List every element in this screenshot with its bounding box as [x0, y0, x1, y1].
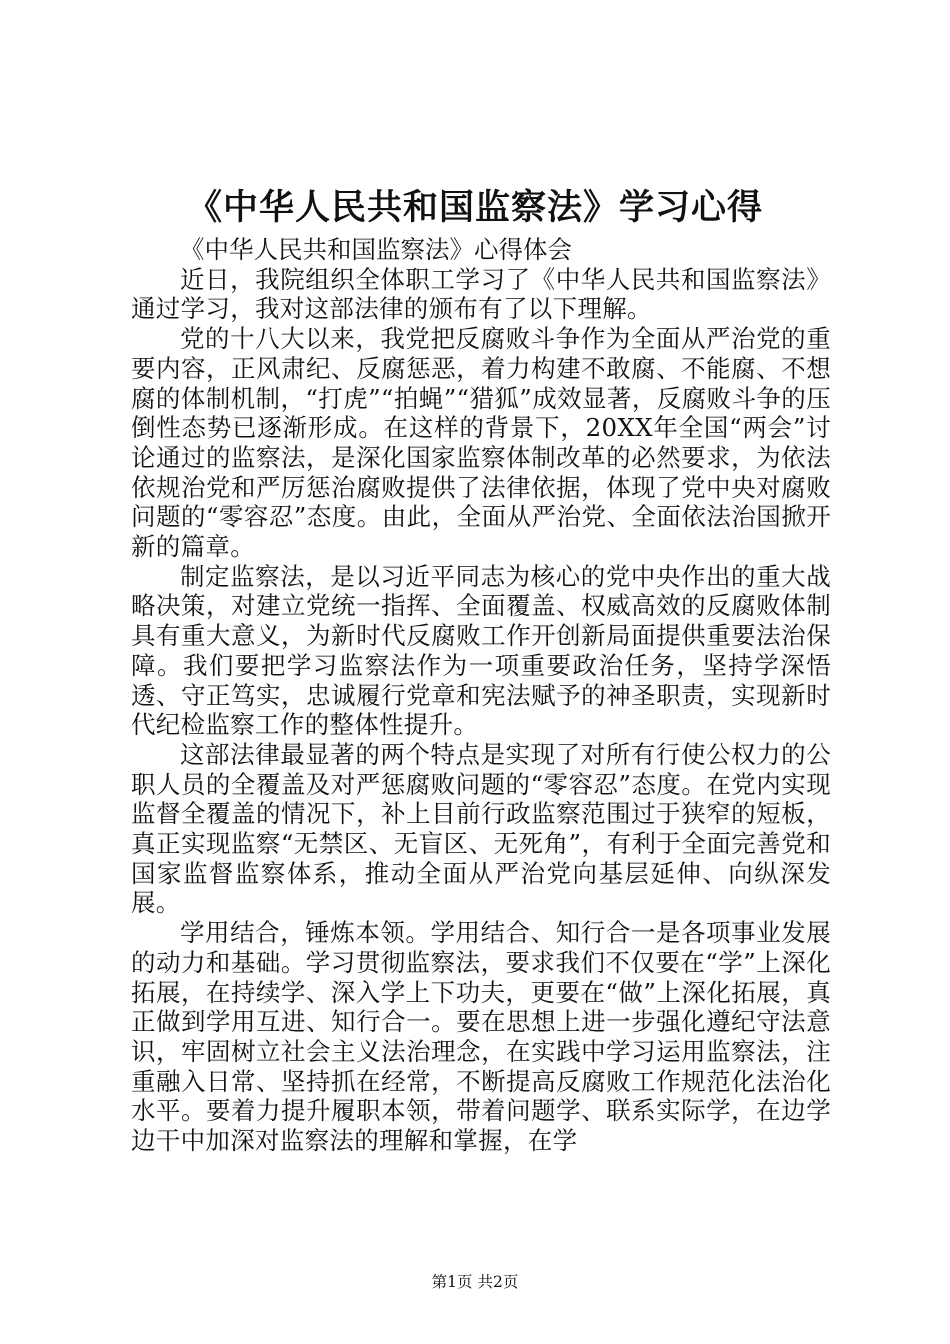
document-subtitle: 《中华人民共和国监察法》心得体会 [180, 235, 572, 264]
paragraph-1: 近日，我院组织全体职工学习了《中华人民共和国监察法》通过学习，我对这部法律的颁布有了以下理解。 [131, 264, 831, 324]
document-title: 《中华人民共和国监察法》学习心得 [186, 187, 763, 228]
page-footer: 第1页 共2页 [431, 1273, 519, 1291]
document-body [131, 235, 831, 1156]
paragraph-5: 学用结合，锤炼本领。学用结合、知行合一是各项事业发展的动力和基础。学习贯彻监察法，要求我们不仅要在“学”上深化拓展，在持续学、深入学上下功夫，更要在“做”上深化拓展，真正做到学用互进、知行合一。要在思想上进一步强化遵纪守法意识，牢固树立社会主义法治理念，在实践中学习运用监察法，注重融入日常、坚持抓在经常，不断提高反腐败工作规范化法治化水平。要着力提升履职本领，带着问题学、联系实际学，在边学边干中加深对监察法的理解和掌握，在学 [131, 918, 831, 1156]
paragraph-3: 制定监察法，是以习近平同志为核心的党中央作出的重大战略决策，对建立党统一指挥、全面覆盖、权威高效的反腐败体制具有重大意义，为新时代反腐败工作开创新局面提供重要法治保障。我们要把学习监察法作为一项重要政治任务，坚持学深悟透、守正笃实，忠诚履行党章和宪法赋予的神圣职责，实现新时代纪检监察工作的整体性提升。 [131, 561, 831, 740]
paragraph-4: 这部法律最显著的两个特点是实现了对所有行使公权力的公职人员的全覆盖及对严惩腐败问题的“零容忍”态度。在党内实现监督全覆盖的情况下，补上目前行政监察范围过于狭窄的短板，真正实现监察“无禁区、无盲区、无死角”，有利于全面完善党和国家监督监察体系，推动全面从严治党向基层延伸、向纵深发展。 [131, 739, 831, 918]
paragraph-2: 党的十八大以来，我党把反腐败斗争作为全面从严治党的重要内容，正风肃纪、反腐惩恶，着力构建不敢腐、不能腐、不想腐的体制机制，“打虎”“拍蝇”“猎狐”成效显著，反腐败斗争的压倒性态势已逐渐形成。在这样的背景下，20XX年全国“两会”讨论通过的监察法，是深化国家监察体制改革的必然要求，为依法依规治党和严厉惩治腐败提供了法律依据，体现了党中央对腐败问题的“零容忍”态度。由此，全面从严治党、全面依法治国掀开新的篇章。 [131, 324, 831, 562]
